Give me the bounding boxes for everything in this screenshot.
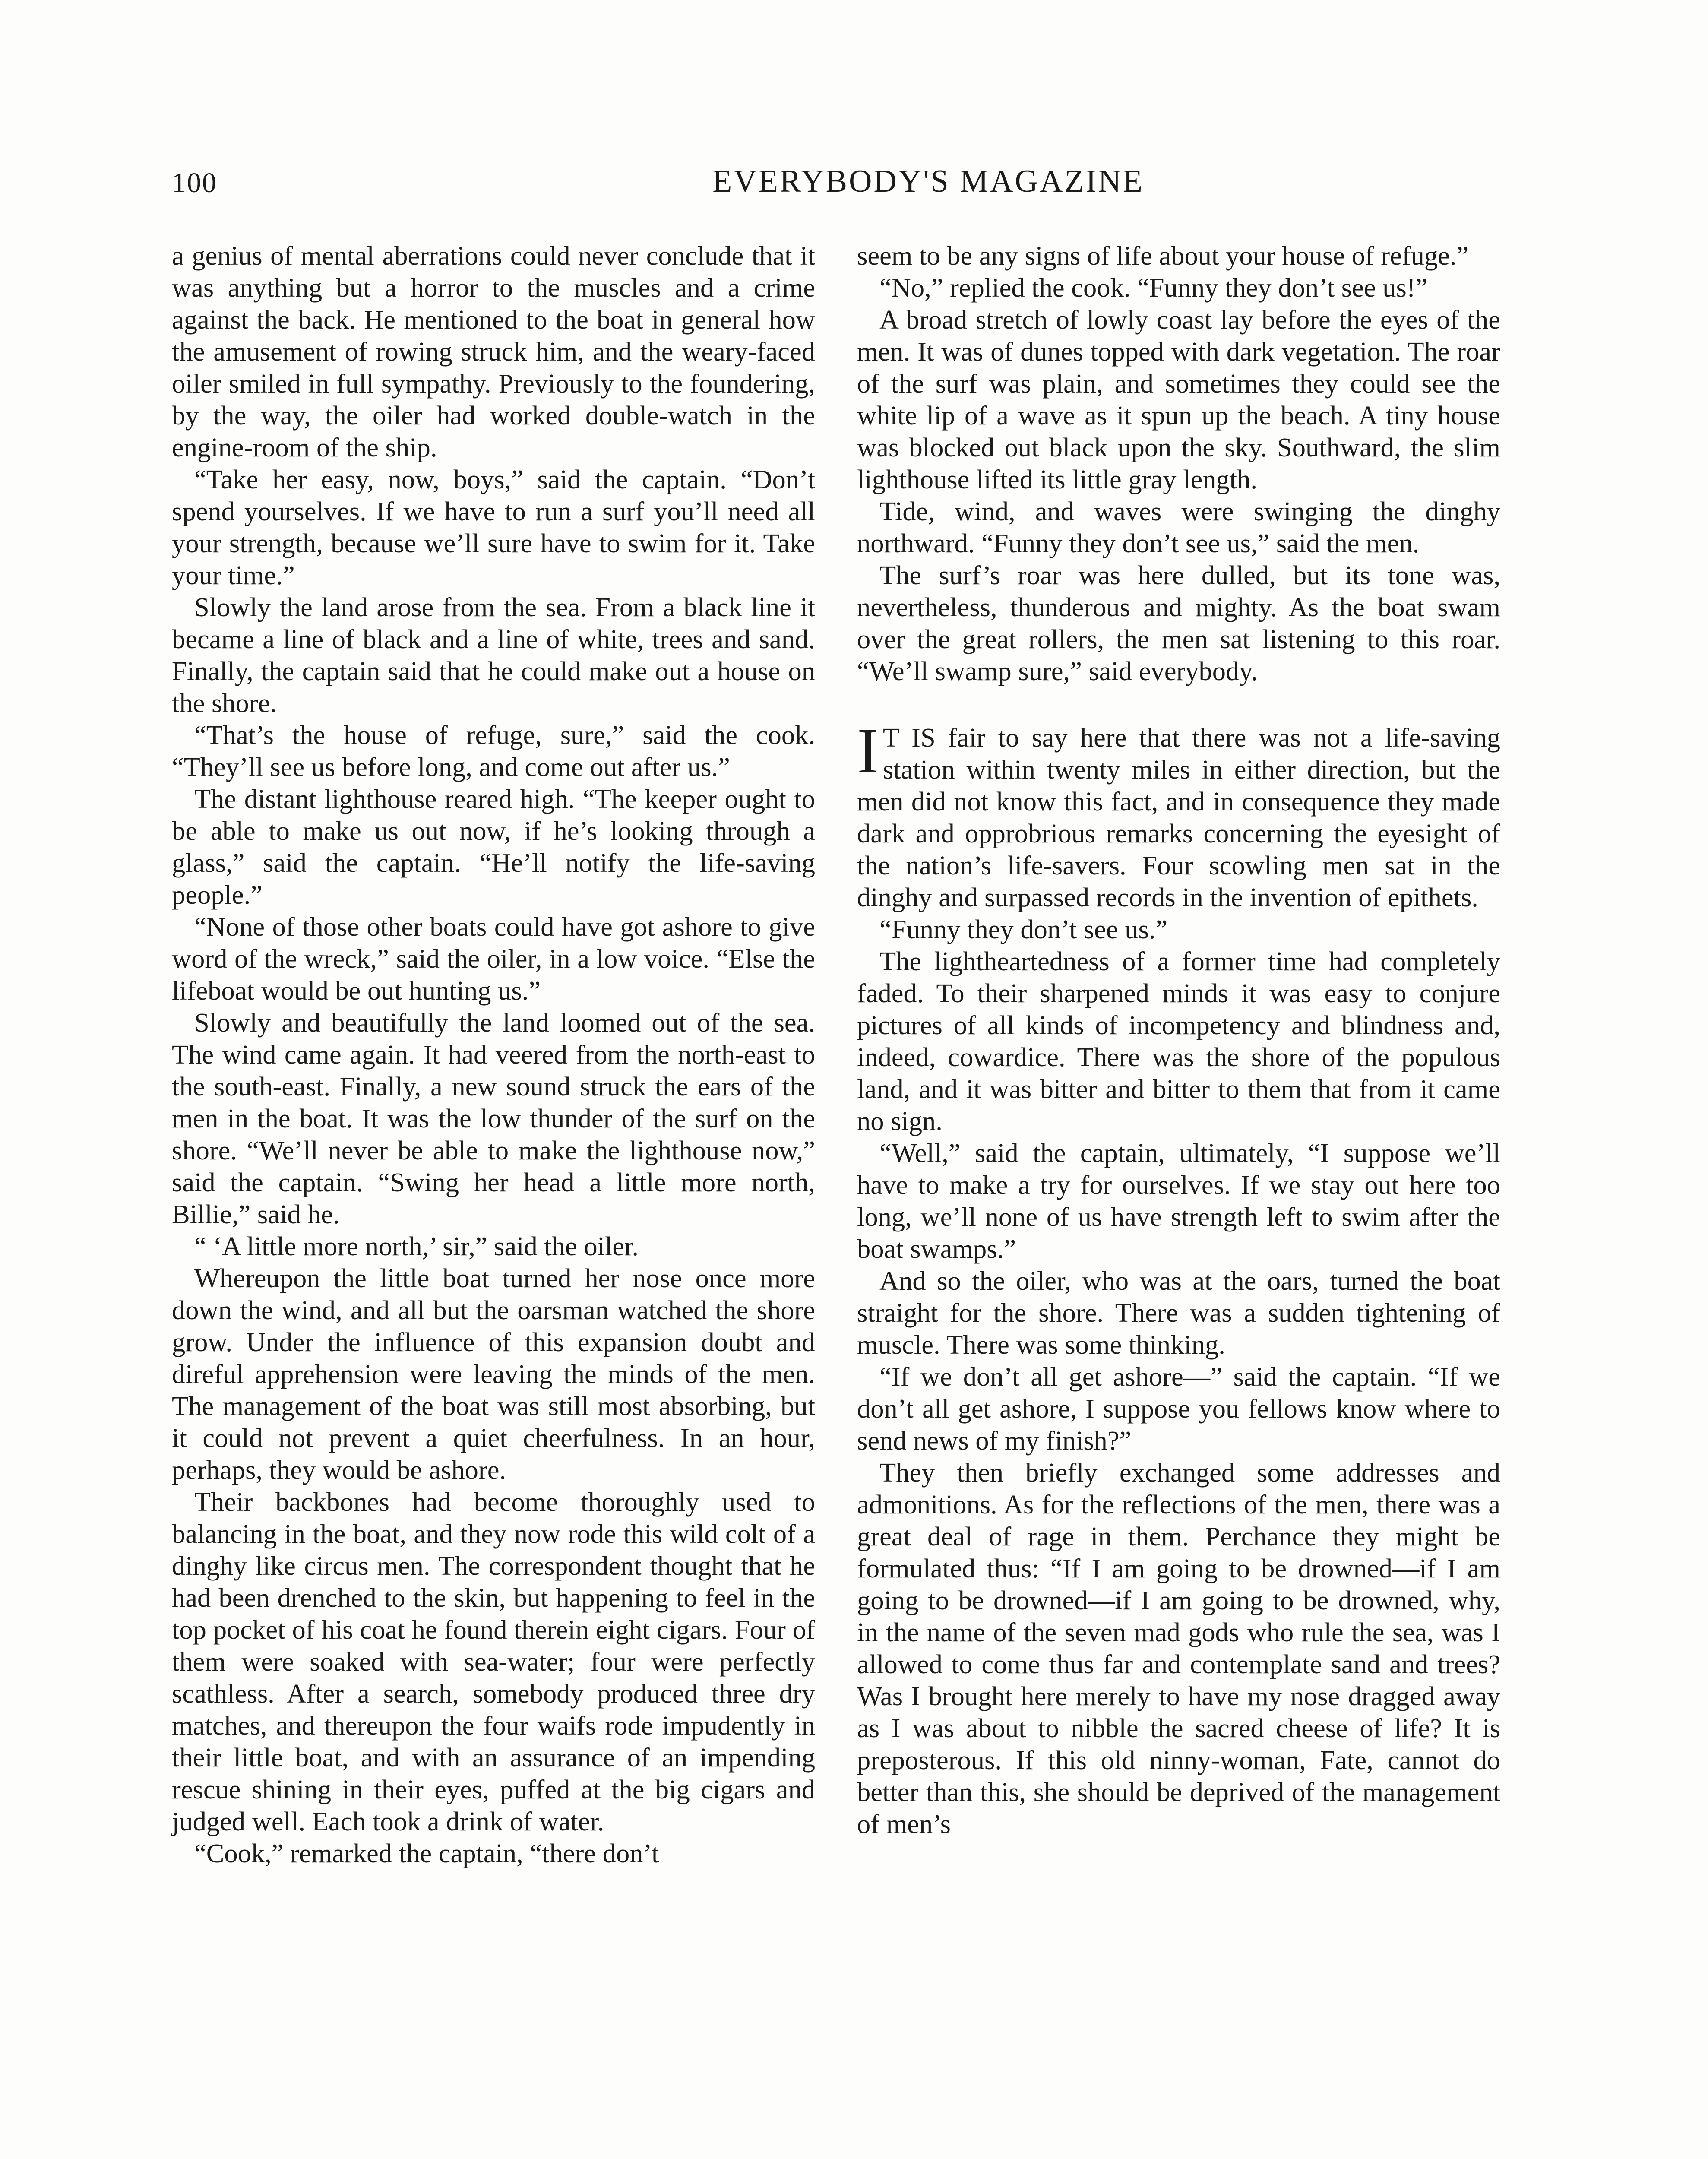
paragraph: “That’s the house of refuge, sure,” said the cook. “They’ll see us before long, and come out after us.”	[172, 720, 815, 782]
paragraph: Whereupon the little boat turned her nose once more down the wind, and all but the oarsman watched the shore grow. Under the influence of this expansion doubt and direful apprehension were leaving the minds of the men. The management of the boat was still most absorbing, but it could not prevent a quiet cheerfulness. In an hour, perhaps, they would be ashore.	[172, 1263, 815, 1485]
paragraph: Tide, wind, and waves were swinging the dinghy northward. “Funny they don’t see us,” said the men.	[857, 496, 1500, 558]
running-head: EVERYBODY'S MAGAZINE	[712, 164, 1144, 199]
right-column	[857, 240, 1500, 1840]
paragraph: A broad stretch of lowly coast lay before the eyes of the men. It was of dunes topped with dark vegetation. The roar of the surf was plain, and sometimes they could see the white lip of a wave as it spun up the beach. A tiny house was blocked out black upon the sky. Southward, the slim lighthouse lifted its little gray length.	[857, 304, 1500, 494]
paragraph: And so the oiler, who was at the oars, turned the boat straight for the shore. There was a sudden tightening of muscle. There was some thinking.	[857, 1266, 1500, 1360]
section-opening-paragraph	[857, 715, 1500, 913]
paragraph: “ ‘A little more north,’ sir,” said the oiler.	[194, 1231, 639, 1261]
paragraph: Slowly the land arose from the sea. From a black line it became a line of black and a line of white, trees and sand. Finally, the captain said that he could make out a house on the shore.	[172, 592, 815, 718]
paragraph: They then briefly exchanged some addresses and admonitions. As for the reflections of the men, there was a great deal of rage in them. Perchance they might be formulated thus: “If I am going to be drowned—if I am going to be drowned—if I am going to be drowned, why, in the name of the seven mad gods who rule the sea, was I allowed to come thus far and contemplate sand and trees? Was I brought here merely to have my nose dragged away as I was about to nibble the sacred cheese of life? It is preposterous. If this old ninny-woman, Fate, cannot do better than this, she should be deprived of the management of men’s	[857, 1457, 1500, 1839]
paragraph: a genius of mental aberrations could never conclude that it was anything but a horror to the muscles and a crime against the back. He mentioned to the boat in general how the amusement of rowing struck him, and the weary-faced oiler smiled in full sympathy. Previously to the foundering, by the way, the oiler had worked double-watch in the engine-room of the ship.	[172, 241, 815, 462]
paragraph: The distant lighthouse reared high. “The keeper ought to be able to make us out now, if he’s looking through a glass,” said the captain. “He’ll notify the life-saving people.”	[172, 784, 815, 910]
paragraph: The surf’s roar was here dulled, but its tone was, nevertheless, thunderous and mighty. As the boat swam over the great rollers, the men sat listening to this roar. “We’ll swamp sure,” said everybody.	[857, 560, 1500, 686]
paragraph: Their backbones had become thoroughly used to balancing in the boat, and they now rode this wild colt of a dinghy like circus men. The correspondent thought that he had been drenched to the skin, but happening to feel in the top pocket of his coat he found therein eight cigars. Four of them were soaked with sea-water; four were perfectly scathless. After a search, somebody produced three dry matches, and thereupon the four waifs rode impudently in their little boat, and with an assurance of an impending rescue shining in their eyes, puffed at the big cigars and judged well. Each took a drink of water.	[172, 1487, 815, 1836]
drop-cap: I	[857, 715, 879, 787]
section-opening-text: T IS fair to say here that there was not a life-saving station within twenty miles in either direction, but the men did not know this fact, and in consequence they made dark and opprobrious remarks concerning the eyesight of the nation’s life-savers. Four scowling men sat in the dinghy and surpassed records in the invention of epithets.	[857, 722, 1500, 912]
paragraph: “Take her easy, now, boys,” said the captain. “Don’t spend yourselves. If we have to run a surf you’ll need all your strength, because we’ll sure have to swim for it. Take your time.”	[172, 464, 815, 590]
paragraph: Slowly and beautifully the land loomed out of the sea. The wind came again. It had veered from the north-east to the south-east. Finally, a new sound struck the ears of the men in the boat. It was the low thunder of the surf on the shore. “We’ll never be able to make the lighthouse now,” said the captain. “Swing her head a little more north, Billie,” said he.	[172, 1007, 815, 1229]
paragraph: “None of those other boats could have got ashore to give word of the wreck,” said the oiler, in a low voice. “Else the lifeboat would be out hunting us.”	[172, 912, 815, 1006]
paragraph: The lightheartedness of a former time had completely faded. To their sharpened minds it was easy to conjure pictures of all kinds of incompetency and blindness and, indeed, cowardice. There was the shore of the populous land, and it was bitter and bitter to them that from it came no sign.	[857, 946, 1500, 1136]
paragraph: “No,” replied the cook. “Funny they don’t see us!”	[879, 272, 1428, 303]
page-number: 100	[172, 167, 217, 199]
left-column	[172, 240, 815, 1869]
paragraph: “Cook,” remarked the captain, “there don’t	[194, 1838, 659, 1868]
paragraph: “Funny they don’t see us.”	[879, 914, 1168, 944]
paragraph: seem to be any signs of life about your house of refuge.”	[857, 241, 1469, 271]
paragraph: “Well,” said the captain, ultimately, “I suppose we’ll have to make a try for ourselves. If we stay out here too long, we’ll none of us have strength left to swim after the boat swamps.”	[857, 1138, 1500, 1264]
paragraph: “If we don’t all get ashore—” said the captain. “If we don’t all get ashore, I suppose you fellows know where to send news of my finish?”	[857, 1361, 1500, 1456]
